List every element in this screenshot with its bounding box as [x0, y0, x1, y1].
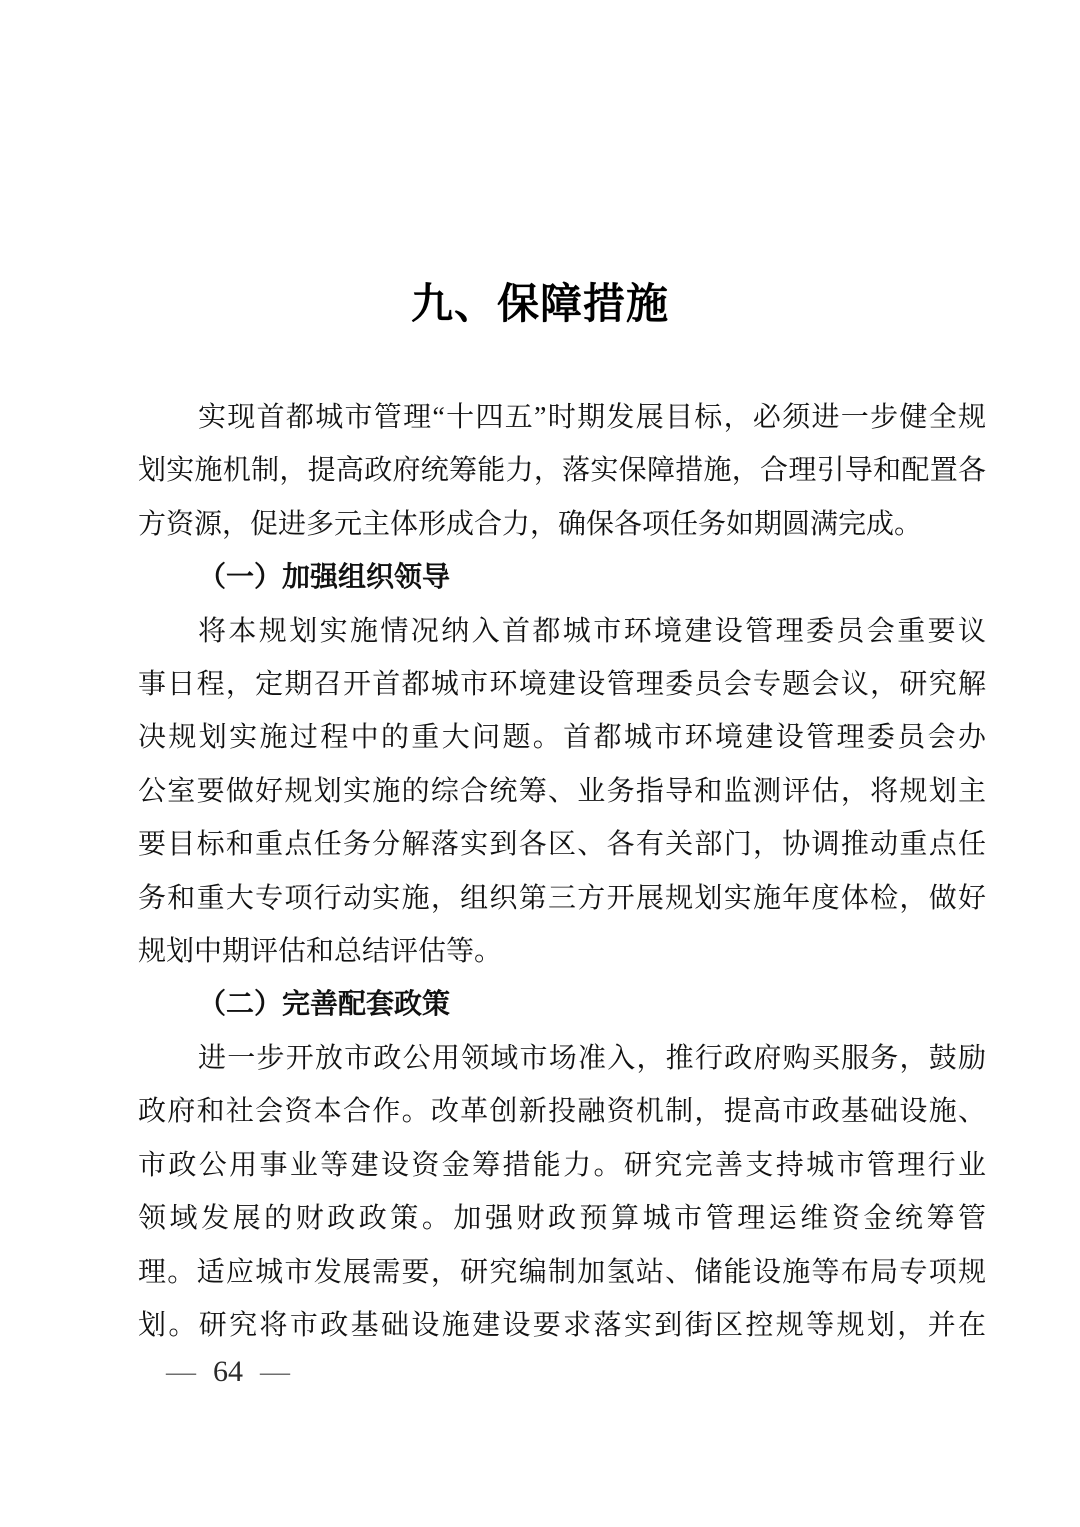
- paragraph-line: 政府和社会资本合作。改革创新投融资机制，提高市政基础设施、: [138, 1096, 986, 1128]
- paragraph-line: 事日程，定期召开首都城市环境建设管理委员会专题会议，研究解: [138, 669, 986, 701]
- paragraph-line: 方资源，促进多元主体形成合力，确保各项任务如期圆满完成。: [138, 508, 923, 540]
- paragraph-line: 规划中期评估和总结评估等。: [138, 936, 503, 968]
- paragraph-line: 务和重大专项行动实施，组织第三方开展规划实施年度体检，做好: [138, 882, 986, 914]
- paragraph-line: 要目标和重点任务分解落实到各区、各有关部门，协调推动重点任: [138, 829, 986, 861]
- paragraph-line: 划实施机制，提高政府统筹能力，落实保障措施，合理引导和配置各: [138, 455, 986, 487]
- section-heading: （二）完善配套政策: [198, 989, 451, 1021]
- paragraph-line: 实现首都城市管理“十四五”时期发展目标，必须进一步健全规: [198, 402, 986, 433]
- paragraph-line: 进一步开放市政公用领域市场准入，推行政府购买服务，鼓励: [198, 1042, 986, 1074]
- paragraph-line: 领域发展的财政政策。加强财政预算城市管理运维资金统筹管: [138, 1203, 986, 1235]
- paragraph-line: 将本规划实施情况纳入首都城市环境建设管理委员会重要议: [198, 615, 986, 647]
- paragraph-line: 划。研究将市政基础设施建设要求落实到街区控规等规划，并在: [138, 1309, 986, 1341]
- paragraph-line: 市政公用事业等建设资金筹措能力。研究完善支持城市管理行业: [138, 1149, 986, 1181]
- paragraph-line: 公室要做好规划实施的综合统筹、业务指导和监测评估，将规划主: [138, 775, 986, 807]
- page-footer: [166, 1355, 290, 1389]
- footer-dash-right: —: [260, 1355, 290, 1388]
- paragraph-line: 决规划实施过程中的重大问题。首都城市环境建设管理委员会办: [138, 722, 986, 754]
- document-body: [138, 391, 986, 1352]
- section-heading: （一）加强组织领导: [198, 562, 451, 594]
- paragraph-line: 理。适应城市发展需要，研究编制加氢站、储能设施等布局专项规: [138, 1256, 986, 1288]
- footer-dash-left: —: [166, 1355, 196, 1388]
- page-title: 九、保障措施: [410, 282, 669, 328]
- page-number: 64: [213, 1355, 243, 1388]
